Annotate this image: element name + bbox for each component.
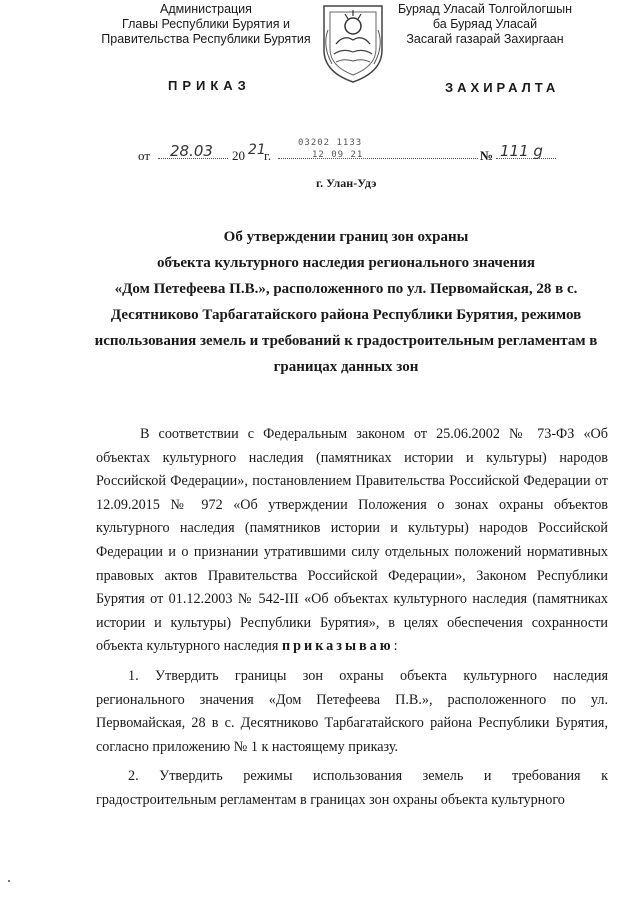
title-line: использования земель и требований к градостроительным регламентам в [94,333,598,349]
preamble-end: : [393,638,398,655]
order-label-buryat: ЗАХИРАЛТА [445,80,560,95]
preamble-text: В соответствии с Федеральным законом от 25.06.2002 № 73-ФЗ «Об объектах культурного наследия (памятниках истории и культуры) народов Российской Федерации», постановлением Правительства Российской Федерации от 12.09.2015 № 972 «Об утверждении Положения о зонах охраны объектов культурного наследия (памятников истории и культуры) народов Российской Федерации и о признании утратившими силу отдельных положений нормативных правовых актов Правительства Российской Федерации», Законом Республики Бурятия от 01.12.2003 № 542-III «Об объектах культурного наследия (памятниках истории и культуры) Республики Бурятия», в целях обеспечения сохранности объекта культурного наследия [96,426,608,655]
registration-stamp-date: 12 09 21 [312,150,364,160]
scan-speck [8,880,10,882]
title-line: объекта культурного наследия регионального значения [157,255,535,271]
handwritten-date: 28.03 [170,142,213,160]
order-item-1: 1. Утвердить границы зон охраны объекта культурного наследия регионального значения «Дом Петефеева П.В.», расположенного по ул. Первомайская, 28 в с. Десятниково Тарбагатайского района Республики Бурятия, согласно приложению № 1 к настоящему приказу. [96,667,608,755]
issuer-line: Администрация [160,2,252,16]
issuer-name-russian [96,2,316,47]
title-line: Десятниково Тарбагатайского района Республики Бурятия, режимов [110,307,582,323]
order-label-russian: ПРИКАЗ [168,78,251,93]
date-prefix: от [138,148,151,163]
year-prefix: 20 [232,148,245,163]
order-item-2: 2. Утвердить режимы использования земель и требования к градостроительным регламентам в границах зон охраны объекта культурного [96,768,608,808]
preamble-paragraph [96,423,608,659]
date-number-line [138,138,558,168]
document-title [90,224,602,380]
issuer-line: Засагай газарай Захиргаан [406,32,564,46]
city-label: г. Улан-Удэ [316,176,377,190]
issuer-name-buryat [395,2,575,47]
handwritten-order-number: 111 g [500,142,543,160]
coat-of-arms-icon [318,0,388,84]
year-suffix: г. [264,148,272,163]
document-body [96,423,608,813]
issuer-line: Главы Республики Бурятия и [122,17,290,31]
issuer-line: Буряад Уласай Толгойлогшын [397,2,573,16]
number-underline [278,158,478,159]
registration-stamp-number: 03202 1133 [298,138,363,148]
issuer-line: Правительства Республики Бурятия [101,32,311,46]
issuer-line: ба Буряад Уласай [432,17,538,31]
number-sign: № [480,148,494,163]
title-line: Об утверждении границ зон охраны [223,229,469,245]
command-word: приказываю [281,638,394,655]
handwritten-year: 21 [248,142,266,158]
title-line: «Дом Петефеева П.В.», расположенного по ул. Первомайская, 28 в с. [114,281,578,297]
title-line: границах данных зон [273,359,419,375]
